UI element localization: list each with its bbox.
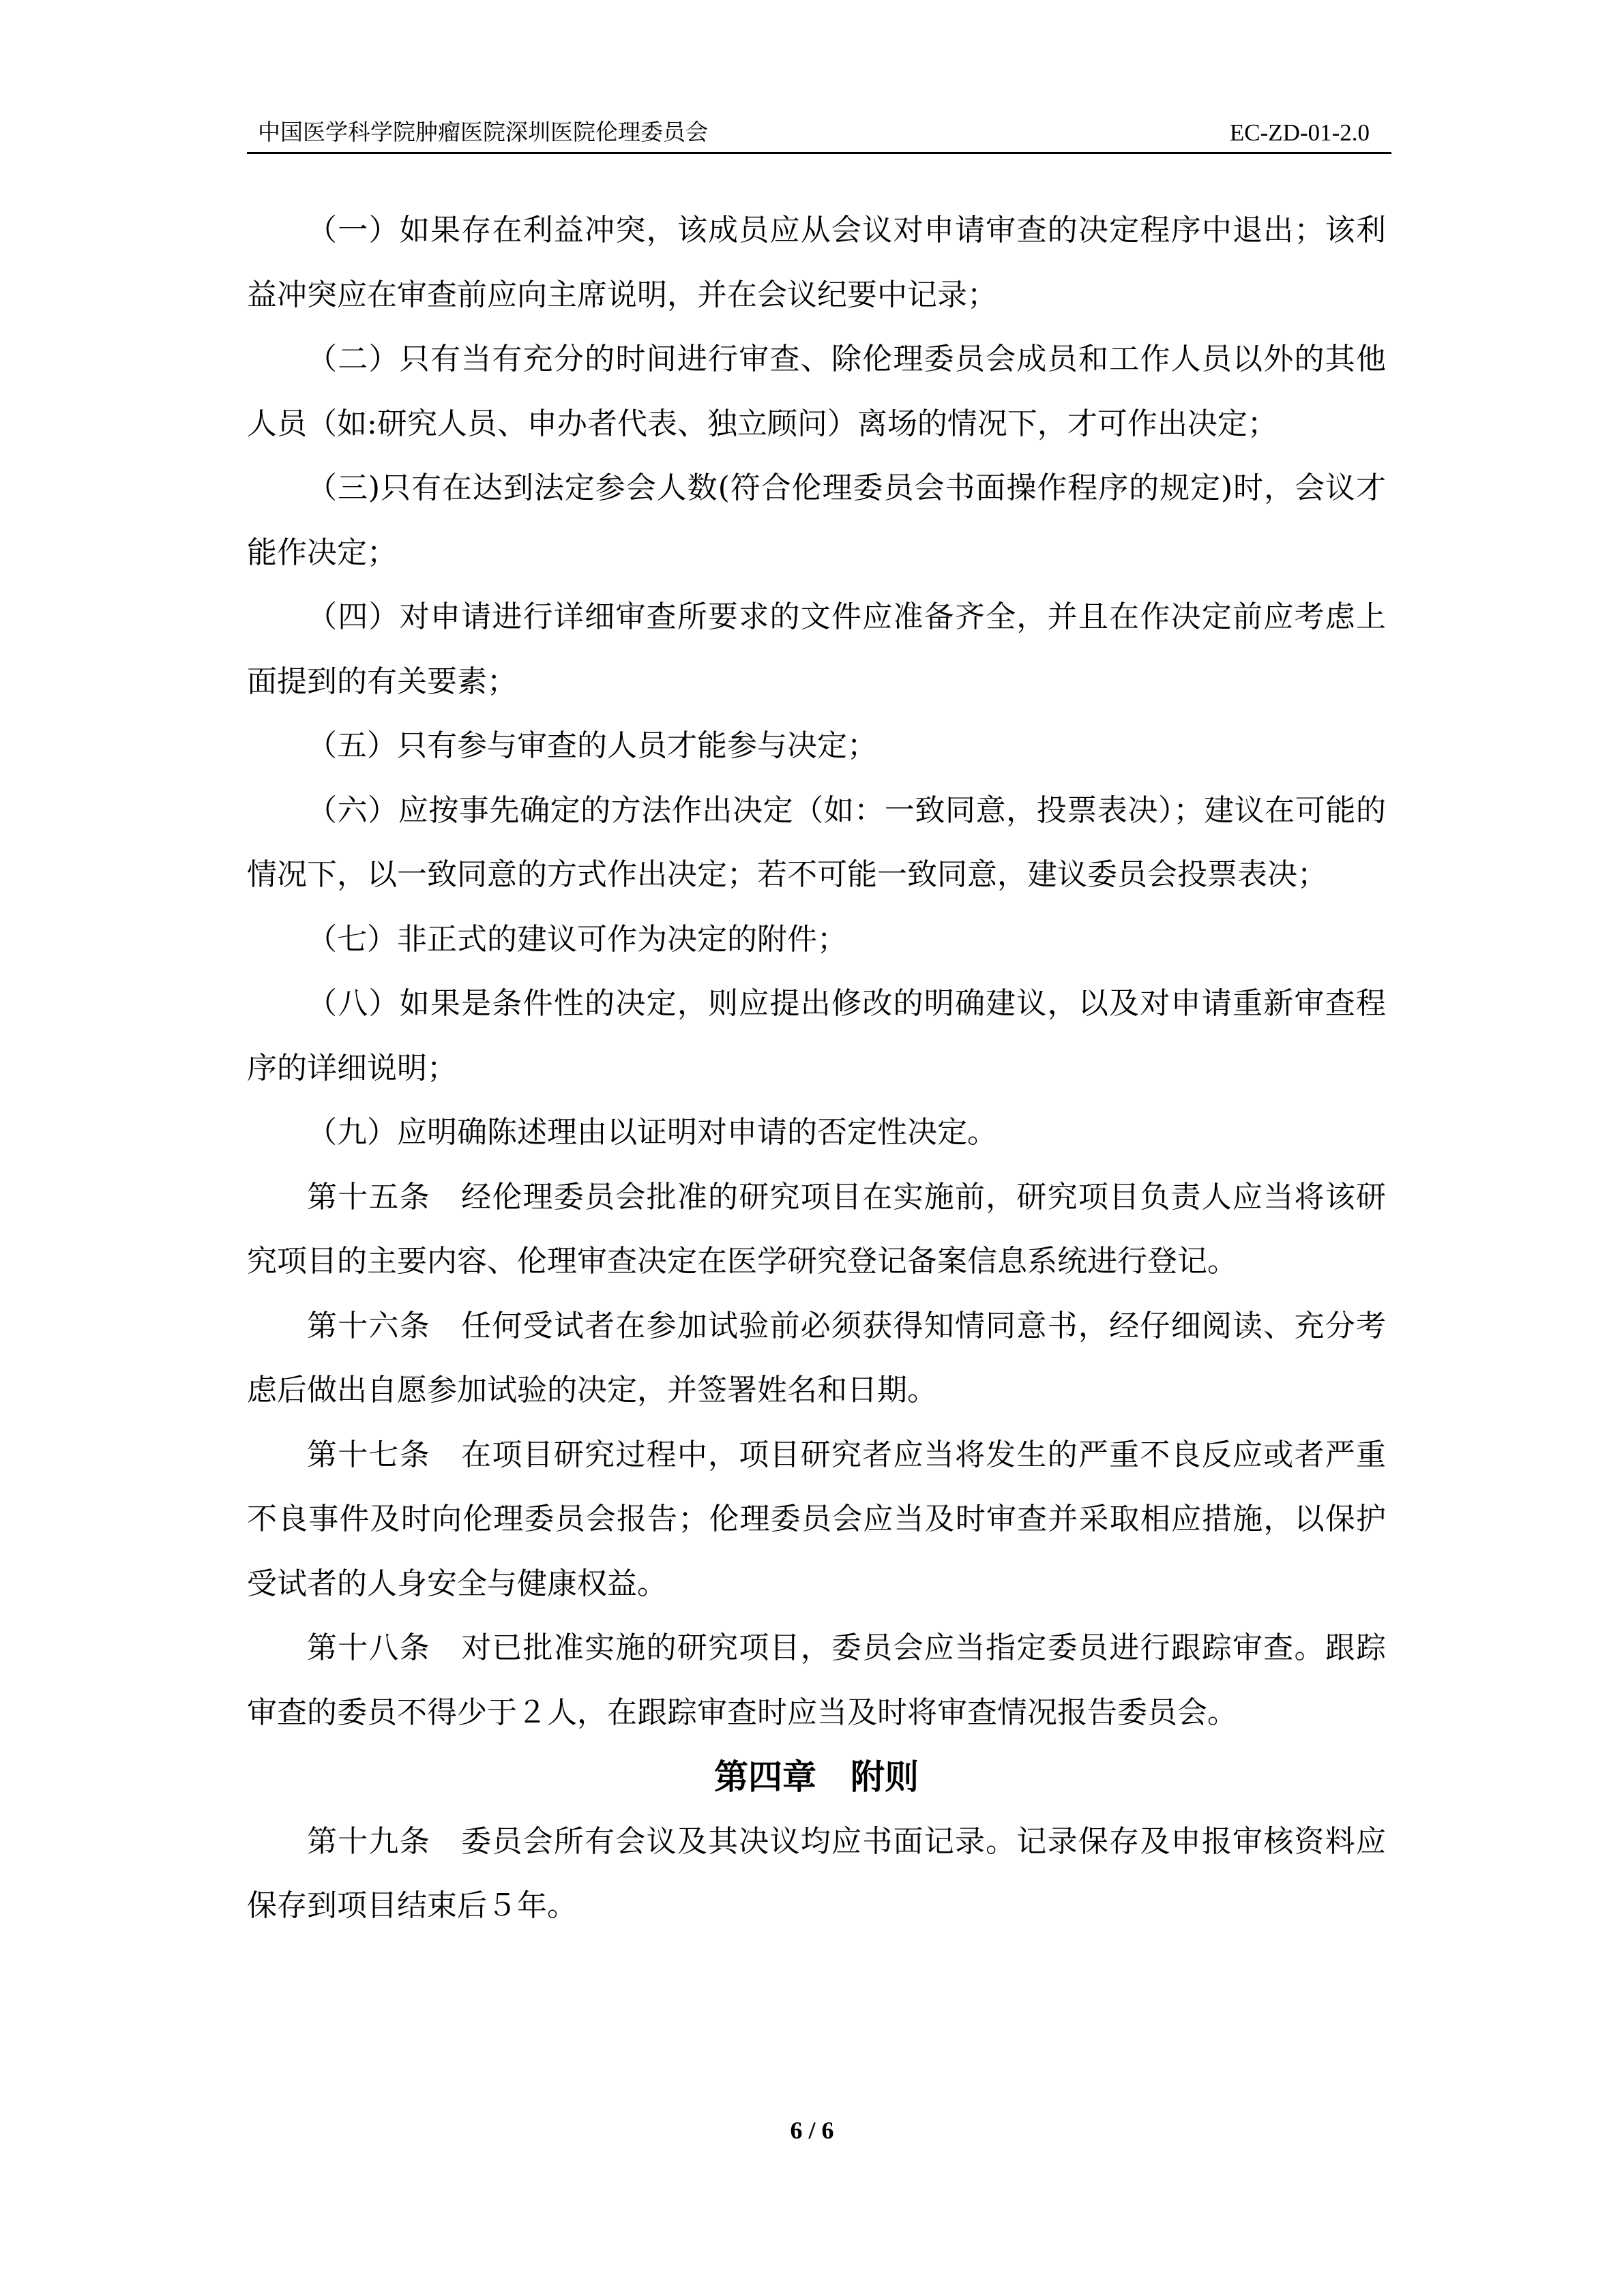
- article-17: 第十七条 在项目研究过程中，项目研究者应当将发生的严重不良反应或者严重不良事件及时向伦理委员会报告；伦理委员会应当及时审查并采取相应措施，以保护受试者的人身安全与健康权益。: [247, 1437, 1386, 1601]
- clause-6: （六）应按事先确定的方法作出决定（如：一致同意，投票表决）；建议在可能的情况下，以一致同意的方式作出决定；若不可能一致同意，建议委员会投票表决；: [247, 792, 1386, 892]
- article-19: 第十九条 委员会所有会议及其决议均应书面记录。记录保存及申报审核资料应保存到项目结束后５年。: [247, 1823, 1386, 1923]
- article-15: 第十五条 经伦理委员会批准的研究项目在实施前，研究项目负责人应当将该研究项目的主要内容、伦理审查决定在医学研究登记备案信息系统进行登记。: [247, 1179, 1386, 1279]
- document-body: [247, 198, 1386, 1939]
- clause-2: （二）只有当有充分的时间进行审查、除伦理委员会成员和工作人员以外的其他人员（如:研究人员、申办者代表、独立顾问）离场的情况下，才可作出决定；: [247, 342, 1386, 441]
- article-18: 第十八条 对已批准实施的研究项目，委员会应当指定委员进行跟踪审查。跟踪审查的委员不得少于２人，在跟踪审查时应当及时将审查情况报告委员会。: [247, 1630, 1386, 1730]
- clause-3: （三)只有在达到法定参会人数(符合伦理委员会书面操作程序的规定)时，会议才能作决定；: [247, 471, 1386, 570]
- clause-5: （五）只有参与审查的人员才能参与决定；: [307, 728, 877, 763]
- page-header: [247, 113, 1391, 154]
- header-institution-name: 中国医学科学院肿瘤医院深圳医院伦理委员会: [258, 119, 708, 145]
- clause-7: （七）非正式的建议可作为决定的附件；: [307, 921, 847, 957]
- article-16: 第十六条 任何受试者在参加试验前必须获得知情同意书，经仔细阅读、充分考虑后做出自愿参加试验的决定，并签署姓名和日期。: [247, 1308, 1386, 1407]
- clause-9: （九）应明确陈述理由以证明对申请的否定性决定。: [307, 1115, 997, 1150]
- clause-8: （八）如果是条件性的决定，则应提出修改的明确建议，以及对申请重新审查程序的详细说明；: [247, 986, 1386, 1086]
- clause-4: （四）对申请进行详细审查所要求的文件应准备齐全，并且在作决定前应考虑上面提到的有关要素；: [247, 599, 1386, 699]
- clause-1: （一）如果存在利益冲突，该成员应从会议对申请审查的决定程序中退出；该利益冲突应在审查前应向主席说明，并在会议纪要中记录；: [247, 213, 1386, 312]
- header-document-code: EC-ZD-01-2.0: [1229, 119, 1370, 146]
- chapter-heading: 第四章 附则: [714, 1757, 919, 1797]
- page-number: 6 / 6: [790, 2117, 834, 2144]
